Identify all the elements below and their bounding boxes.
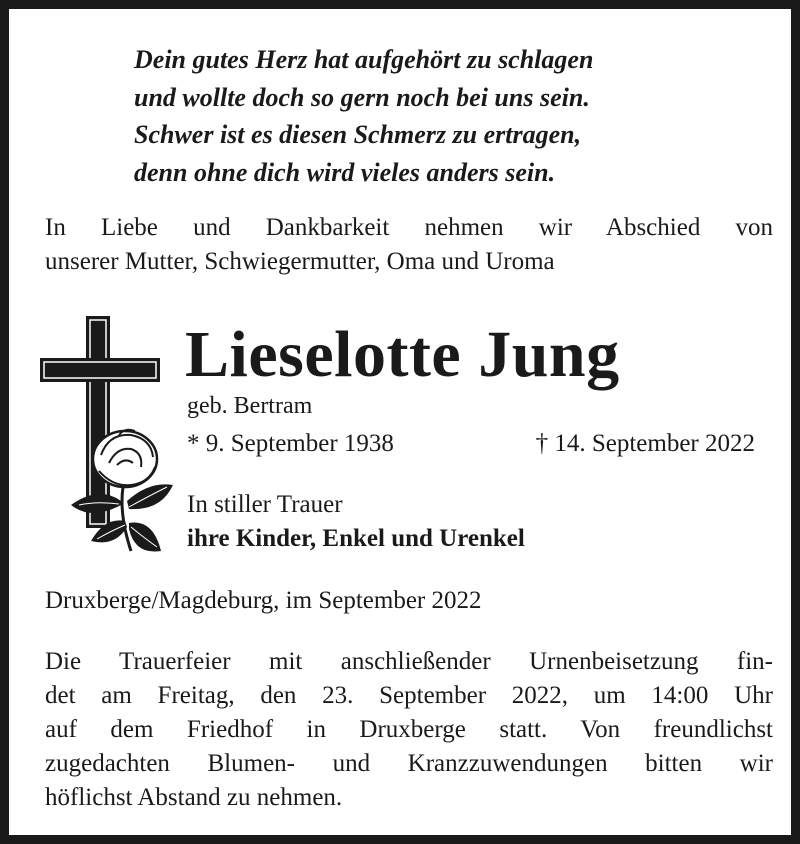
deceased-name: Lieselotte Jung [185, 318, 620, 391]
funeral-line: Die Trauerfeier mit anschließender Urnenbeisetzung fin- [45, 648, 773, 675]
birth-date: * 9. September 1938 [187, 430, 394, 457]
intro-line: unserer Mutter, Schwiegermutter, Oma und Uroma [45, 248, 555, 275]
place-date: Druxberge/Magdeburg, im September 2022 [45, 587, 482, 614]
poem-line: und wollte doch so gern noch bei uns sein. [134, 82, 590, 112]
poem-line: Dein gutes Herz hat aufgehört zu schlagen [134, 45, 594, 74]
death-date: † 14. September 2022 [535, 430, 755, 457]
poem-line: denn ohne dich wird vieles anders sein. [134, 157, 556, 187]
funeral-line: zugedachten Blumen- und Kranzzuwendungen bitten wir [45, 750, 773, 777]
poem-line: Schwer ist es diesen Schmerz zu ertragen, [134, 120, 582, 149]
funeral-notice [45, 645, 773, 815]
funeral-line: det am Freitag, den 23. September 2022, um 14:00 Uhr [45, 682, 773, 709]
intro-text [45, 211, 773, 279]
mourners: ihre Kinder, Enkel und Urenkel [187, 525, 525, 552]
poem [134, 41, 754, 191]
intro-line: In Liebe und Dankbarkeit nehmen wir Abschied von [45, 214, 773, 241]
funeral-line: höflichst Abstand zu nehmen. [45, 784, 343, 811]
funeral-line: auf dem Friedhof in Druxberge statt. Von freundlichst [45, 716, 773, 743]
maiden-name: geb. Bertram [187, 393, 313, 419]
mourning-phrase: In stiller Trauer [187, 491, 343, 518]
cross-with-rose-icon [39, 315, 179, 565]
